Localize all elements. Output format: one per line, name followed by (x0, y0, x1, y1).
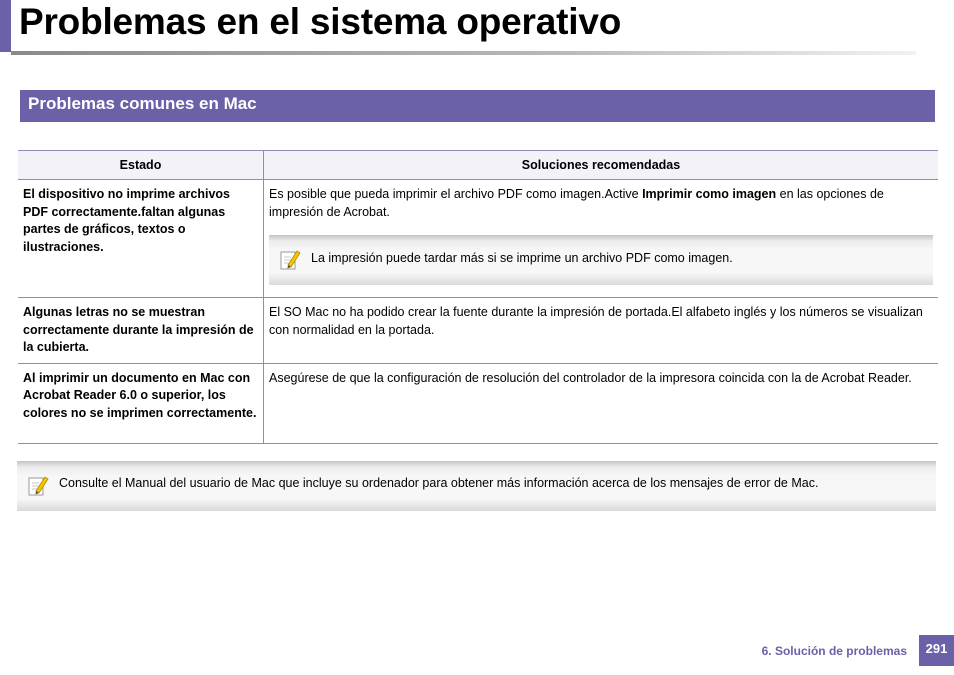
header-estado: Estado (18, 151, 264, 180)
estado-cell: El dispositivo no imprime archivos PDF correctamente.faltan algunas partes de gráficos, textos o ilustraciones. (18, 180, 264, 298)
solucion-text-start: Es posible que pueda imprimir el archivo PDF como imagen.Active (269, 187, 643, 201)
solucion-text (269, 186, 933, 221)
estado-cell: Al imprimir un documento en Mac con Acrobat Reader 6.0 o superior, los colores no se imprimen correctamente. (18, 363, 264, 443)
note-pencil-icon (279, 248, 301, 272)
table-header-row (18, 151, 938, 180)
solucion-text-end: en las opciones de impresión de Acrobat. (269, 187, 884, 219)
estado-cell: Algunas letras no se muestran correctamente durante la impresión de la cubierta. (18, 298, 264, 364)
note-pencil-icon (27, 474, 49, 498)
header-soluciones: Soluciones recomendadas (264, 151, 939, 180)
title-accent-bar (0, 0, 11, 52)
table-row (18, 180, 938, 298)
solucion-cell: El SO Mac no ha podido crear la fuente durante la impresión de portada.El alfabeto inglés y los números se visualizan con normalidad en la portada. (264, 298, 939, 364)
page-title: Problemas en el sistema operativo (19, 1, 622, 42)
issues-table (18, 150, 938, 444)
solucion-cell: Asegúrese de que la configuración de resolución del controlador de la impresora coincida con la de Acrobat Reader. (264, 363, 939, 443)
section-header: Problemas comunes en Mac (20, 90, 935, 122)
footer-section-label: 6. Solución de problemas (761, 644, 907, 658)
inline-note-text: La impresión puede tardar más si se imprime un archivo PDF como imagen. (311, 251, 733, 265)
table-row (18, 363, 938, 443)
table-row (18, 298, 938, 364)
solucion-emphasis: Imprimir como imagen (642, 187, 777, 201)
bottom-note-text: Consulte el Manual del usuario de Mac que incluye su ordenador para obtener más información acerca de los mensajes de error de Mac. (59, 476, 819, 490)
bottom-note (17, 461, 936, 511)
title-underline (11, 51, 916, 55)
solucion-cell (264, 180, 939, 298)
inline-note (269, 235, 933, 285)
footer-page-number: 291 (919, 635, 954, 666)
